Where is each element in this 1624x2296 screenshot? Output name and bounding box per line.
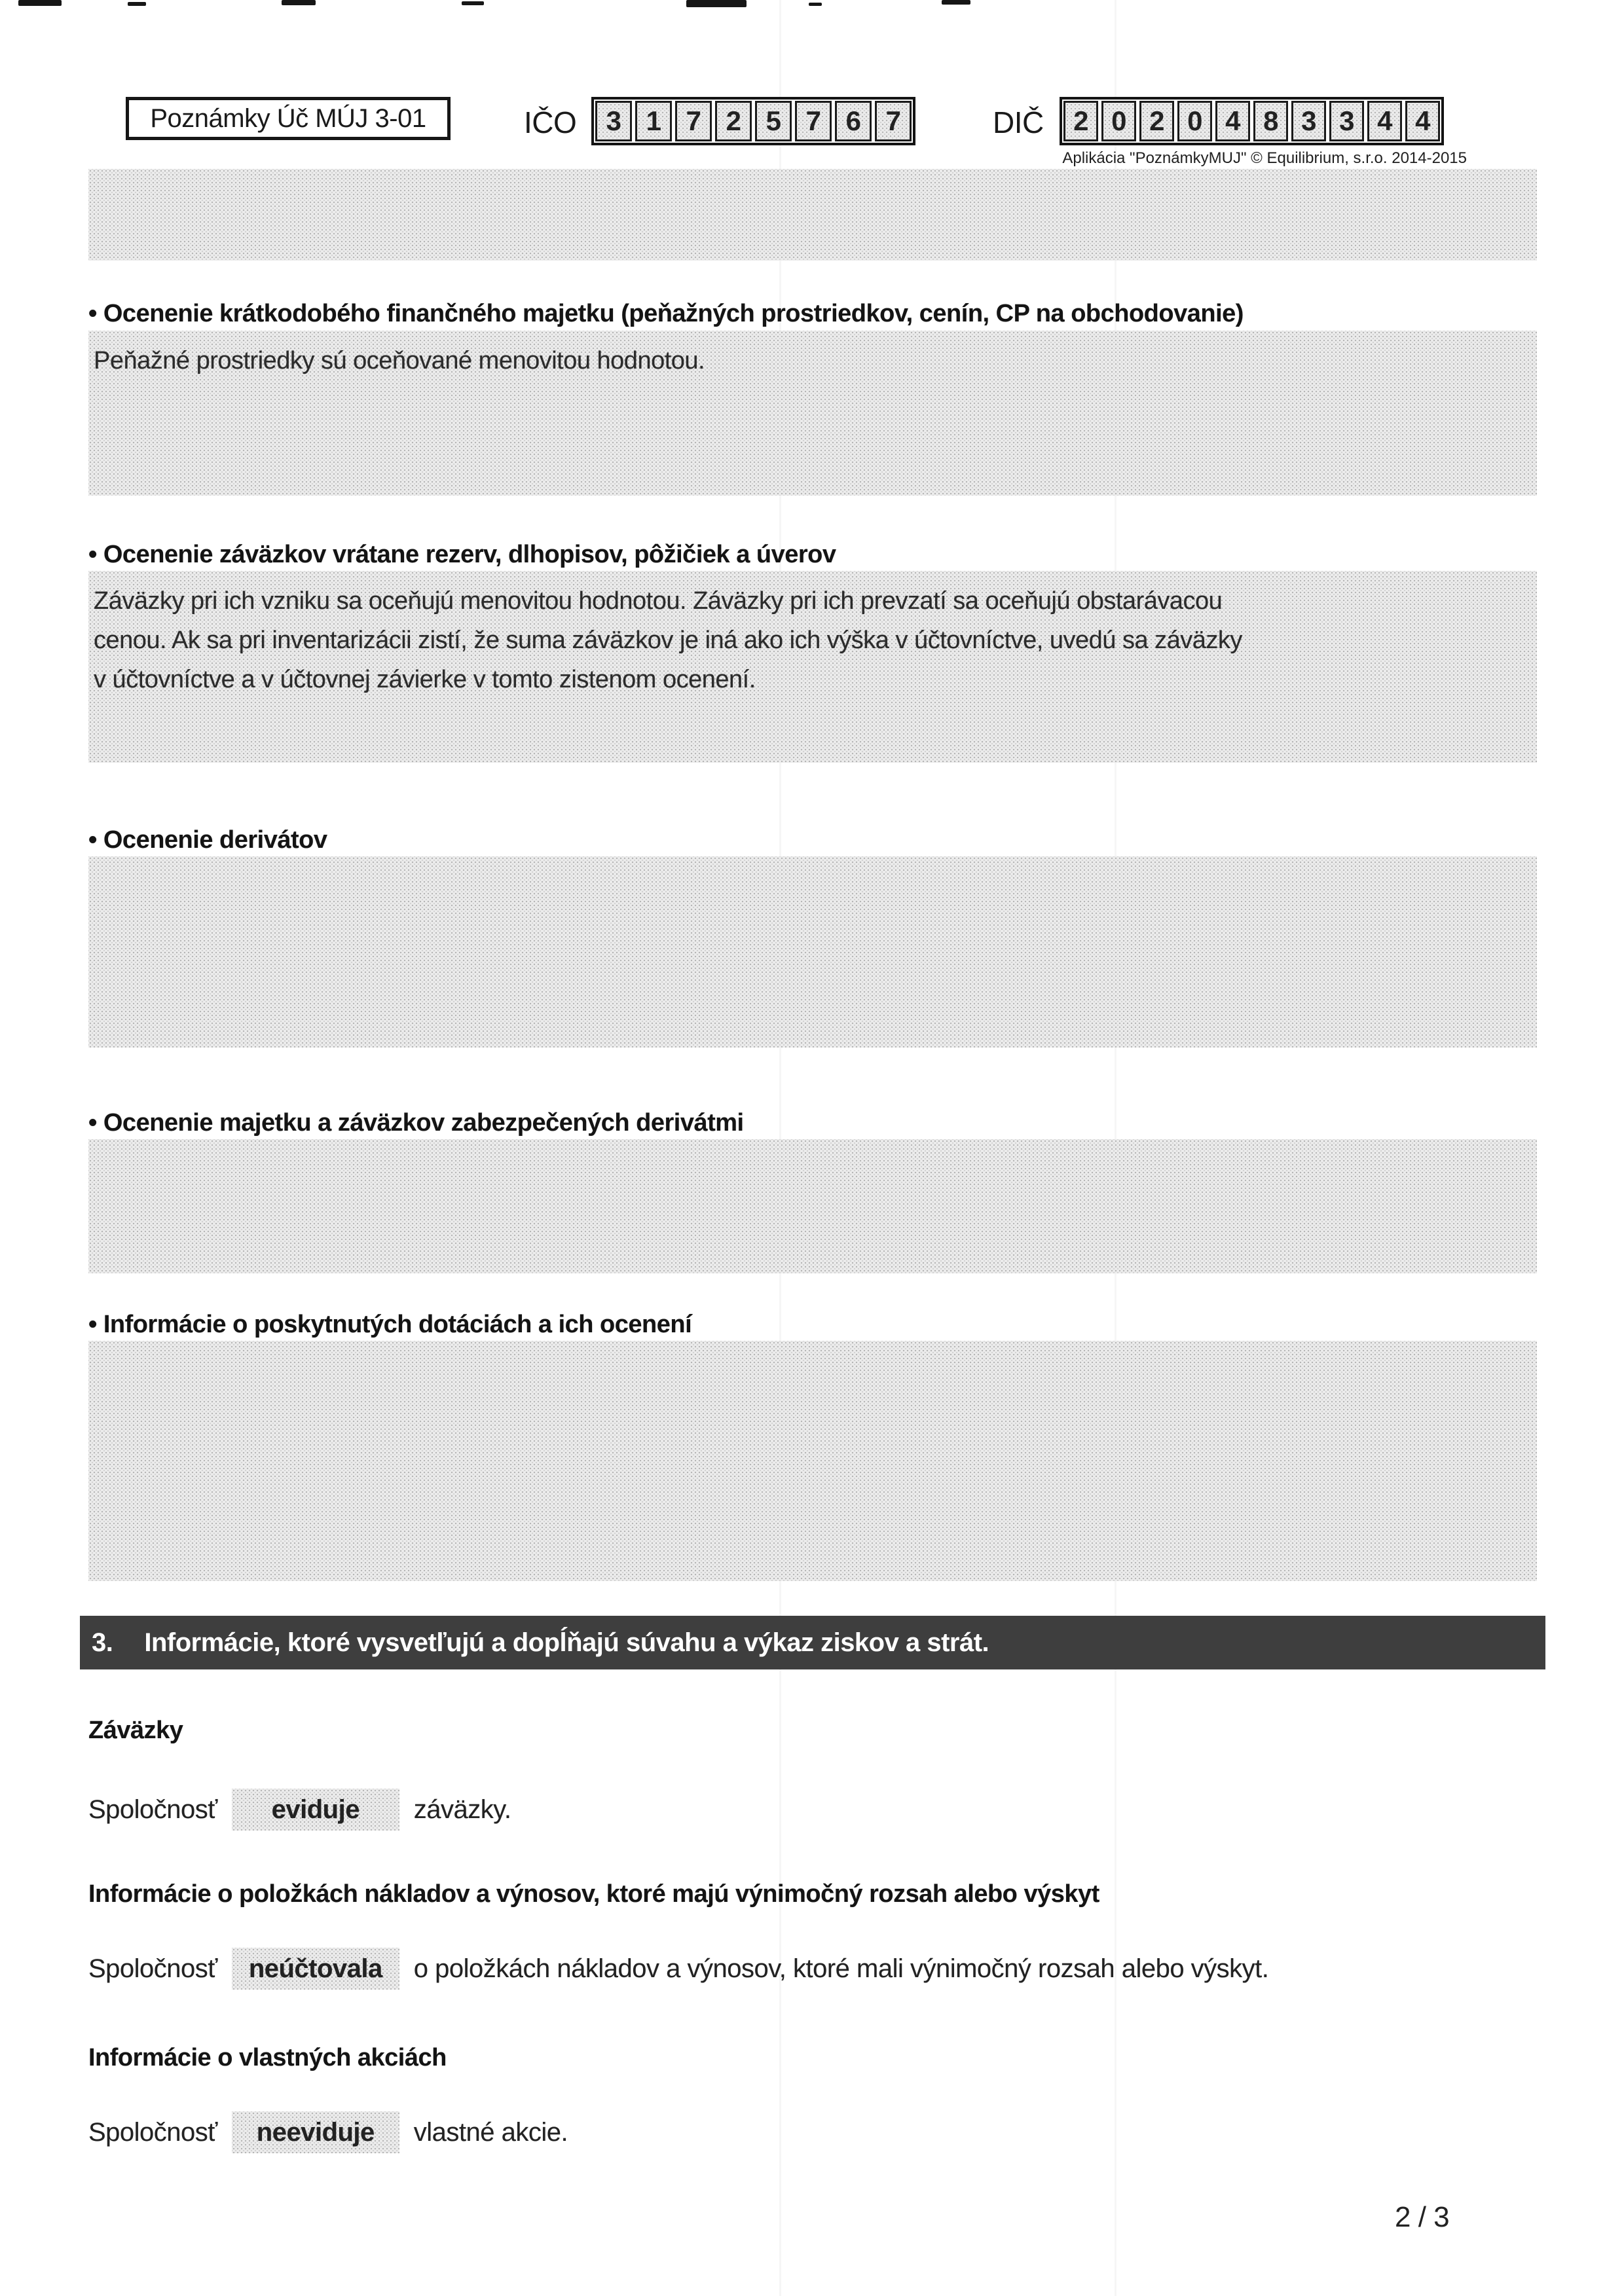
section-heading-subsidies: • Informácie o poskytnutých dotáciách a ich ocenení [88,1311,1568,1339]
dic-digit-cell: 8 [1253,101,1288,141]
statement-prefix: Spoločnosť [88,1795,217,1824]
notes-text-line: cenou. Ak sa pri inventarizácii zistí, že suma záväzkov je iná ako ich výška v účtovníctve, uvedú sa záväzky [94,627,1242,654]
dic-digit-cell: 3 [1329,101,1364,141]
app-credit-line: Aplikácia "PoznámkyMUJ" © Equilibrium, s.r.o. 2014-2015 [1062,149,1467,167]
ico-digit-cell: 2 [715,101,752,141]
ico-digit-cell: 7 [875,101,912,141]
dic-digit-boxes [1060,97,1444,145]
statement-line-liabilities [88,1787,1529,1832]
statement-suffix: o položkách nákladov a výnosov, ktoré mali výnimočný rozsah alebo výskyt. [413,1954,1269,1983]
statement-prefix: Spoločnosť [88,1954,217,1983]
statement-suffix: vlastné akcie. [413,2117,568,2147]
section-heading-financial-assets: • Ocenenie krátkodobého finančného majetku (peňažných prostriedkov, cenín, CP na obchodovanie) [88,300,1568,328]
statement-value-highlight: eviduje [232,1789,399,1831]
section-number: 3. [92,1628,113,1657]
statement-heading-liabilities: Záväzky [88,1717,183,1744]
ico-digit-cell: 5 [755,101,792,141]
section-heading-hedged-assets: • Ocenenie majetku a záväzkov zabezpečených derivátmi [88,1109,1568,1137]
notes-box-derivatives [88,856,1537,1048]
dic-digit-cell: 4 [1405,101,1440,141]
dic-label: DIČ [993,105,1044,139]
dic-digit-cell: 0 [1177,101,1212,141]
scan-artifact [128,2,146,6]
ico-digit-cell: 1 [635,101,672,141]
ico-digit-cell: 6 [835,101,872,141]
statement-suffix: záväzky. [413,1795,511,1824]
dic-digit-cell: 3 [1291,101,1326,141]
notes-box-hedged-assets [88,1139,1537,1273]
scan-artifact [809,3,822,6]
scan-artifact [282,0,316,5]
ico-digit-boxes [591,97,915,145]
section-3-header-bar [80,1616,1545,1669]
ico-label: IČO [524,105,577,139]
statement-prefix: Spoločnosť [88,2117,217,2147]
notes-box-continuation [88,169,1537,261]
statement-value-highlight: neeviduje [232,2111,399,2153]
notes-box-liabilities-valuation [88,571,1537,763]
statement-heading-own-shares: Informácie o vlastných akciách [88,2044,447,2071]
section-heading-liabilities-valuation: • Ocenenie záväzkov vrátane rezerv, dlhopisov, pôžičiek a úverov [88,541,1568,569]
dic-digit-cell: 2 [1139,101,1174,141]
section-heading-derivatives: • Ocenenie derivátov [88,826,1568,854]
form-title: Poznámky Úč MÚJ 3-01 [150,103,426,133]
dic-digit-cell: 0 [1101,101,1136,141]
notes-box-financial-assets [88,331,1537,496]
statement-heading-exceptional-items: Informácie o položkách nákladov a výnosov, ktoré majú výnimočný rozsah alebo výskyt [88,1880,1099,1908]
dic-digit-cell: 2 [1063,101,1098,141]
page-number: 2 / 3 [1395,2201,1450,2233]
statement-line-own-shares [88,2110,1529,2155]
notes-box-subsidies [88,1341,1537,1581]
ico-digit-cell: 3 [595,101,632,141]
dic-digit-cell: 4 [1367,101,1402,141]
statement-line-exceptional-items [88,1946,1529,1991]
form-title-box [126,97,451,140]
notes-text-line: Záväzky pri ich vzniku sa oceňujú menovitou hodnotou. Záväzky pri ich prevzatí sa oceňujú obstarávacou [94,587,1223,615]
scan-artifact [18,0,62,6]
notes-text-line: v účtovníctve a v účtovnej závierke v tomto zistenom ocenení. [94,666,756,693]
section-title: Informácie, ktoré vysvetľujú a dopĺňajú súvahu a výkaz ziskov a strát. [144,1628,989,1657]
ico-digit-cell: 7 [675,101,712,141]
dic-digit-cell: 4 [1215,101,1250,141]
ico-digit-cell: 7 [795,101,832,141]
statement-value-highlight: neúčtovala [232,1948,399,1990]
scan-artifact [686,0,747,7]
scan-artifact [462,1,484,5]
scan-artifact [942,0,970,5]
notes-text-line: Peňažné prostriedky sú oceňované menovitou hodnotou. [94,347,705,374]
